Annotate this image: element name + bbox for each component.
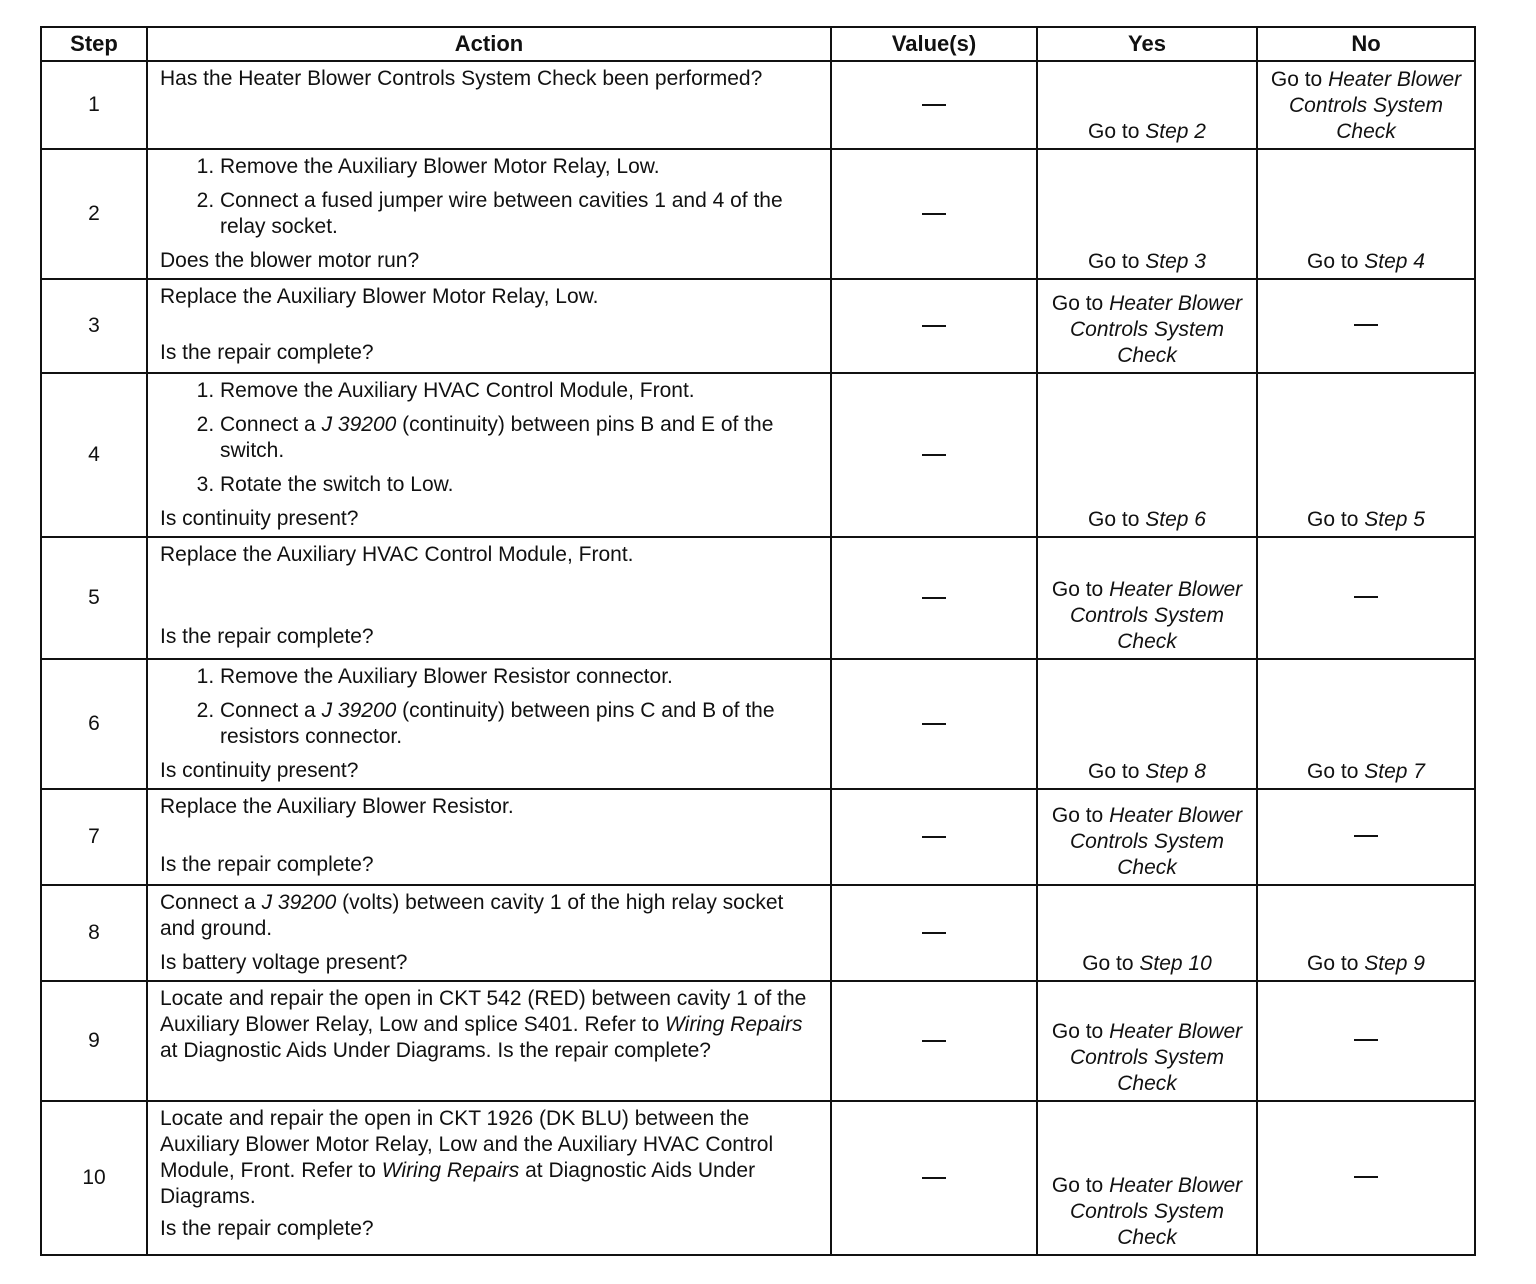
action-text [160,890,820,942]
empty-dash [922,213,946,215]
action-text-part: at Diagnostic Aids Under Diagrams. Is the repair complete? [160,1039,711,1062]
action-cell [147,61,831,149]
yes-target: Heater Blower Controls System Check [1069,1174,1243,1249]
no-cell [1257,885,1475,981]
header-values: Value(s) [831,27,1037,61]
action-question: Is the repair complete? [160,625,374,648]
value-cell [831,149,1037,279]
action-question: Is the repair complete? [160,853,374,876]
step-number: 5 [41,537,147,659]
yes-target: Step 3 [1145,250,1206,273]
no-cell [1257,149,1475,279]
yes-target: Heater Blower Controls System Check [1069,804,1243,879]
empty-dash [1354,835,1378,837]
tool-name: J 39200 [321,413,397,436]
empty-dash [922,723,946,725]
header-row [41,27,1475,61]
no-target: Step 7 [1364,760,1425,783]
yes-target: Step 6 [1145,508,1206,531]
table-row [41,149,1475,279]
action-steps [160,664,820,750]
action-cell [147,885,831,981]
action-text [160,1106,820,1210]
action-cell [147,149,831,279]
yes-cell [1037,373,1257,537]
no-goto: Go to [1307,250,1365,273]
table-row [41,373,1475,537]
value-cell [831,789,1037,885]
no-goto: Go to [1307,952,1365,975]
header-action: Action [147,27,831,61]
yes-cell [1037,279,1257,373]
action-cell [147,373,831,537]
action-question: Is the repair complete? [160,341,374,364]
action-step-item [220,698,820,750]
action-cell [147,789,831,885]
header-no: No [1257,27,1475,61]
step-number: 6 [41,659,147,789]
table-row [41,981,1475,1101]
table-row [41,279,1475,373]
action-text: Has the Heater Blower Controls System Check been performed? [160,67,763,90]
value-cell [831,981,1037,1101]
table-row [41,659,1475,789]
empty-dash [1354,596,1378,598]
yes-cell [1037,537,1257,659]
action-question: Does the blower motor run? [160,249,420,272]
value-cell [831,61,1037,149]
step-number: 9 [41,981,147,1101]
action-text: Replace the Auxiliary Blower Motor Relay, Low. [160,285,599,308]
step-number: 2 [41,149,147,279]
step-number: 1 [41,61,147,149]
empty-dash [1354,1176,1378,1178]
action-text: Replace the Auxiliary Blower Resistor. [160,795,514,818]
empty-dash [922,932,946,934]
step-number: 8 [41,885,147,981]
table-row [41,885,1475,981]
yes-cell [1037,149,1257,279]
no-cell [1257,537,1475,659]
action-cell [147,537,831,659]
yes-goto: Go to [1088,760,1146,783]
empty-dash [922,1040,946,1042]
yes-target: Step 8 [1145,760,1206,783]
value-cell [831,537,1037,659]
action-cell [147,1101,831,1255]
no-target: Step 5 [1364,508,1425,531]
action-text-part: at Diagnostic Aids Under Diagrams. [160,1159,756,1208]
no-goto: Go to [1270,68,1329,91]
yes-cell [1037,1101,1257,1255]
tool-name: J 39200 [321,699,397,722]
action-cell [147,981,831,1101]
yes-goto: Go to [1051,1174,1110,1197]
action-step-item: 1. Remove the Auxiliary HVAC Control Module, Front. [220,378,820,404]
no-target: Step 9 [1364,952,1425,975]
action-text-part: Connect a [160,891,262,914]
yes-cell [1037,789,1257,885]
yes-target: Heater Blower Controls System Check [1069,578,1243,653]
action-text-part: Locate and repair the open in CKT 542 (RED) between cavity 1 of the Auxiliary Blower Relay, Low and splice S401. Refer to [160,987,807,1036]
action-steps [160,378,820,498]
empty-dash [922,454,946,456]
no-cell [1257,789,1475,885]
yes-goto: Go to [1088,120,1146,143]
action-text-part: Locate and repair the open in CKT 1926 (DK BLU) between the Auxiliary Blower Motor Relay, Low and the Auxiliary HVAC Control Module, Front. Refer to [160,1107,774,1182]
action-text: Replace the Auxiliary HVAC Control Module, Front. [160,543,634,566]
yes-target: Step 10 [1139,952,1212,975]
table-row [41,789,1475,885]
no-target: Heater Blower Controls System Check [1288,68,1462,143]
tool-name: J 39200 [261,891,337,914]
action-cell [147,659,831,789]
item-text: Connect a [220,413,322,436]
yes-cell [1037,885,1257,981]
value-cell [831,279,1037,373]
empty-dash [922,104,946,106]
action-cell [147,279,831,373]
header-yes: Yes [1037,27,1257,61]
yes-goto: Go to [1051,578,1110,601]
empty-dash [1354,324,1378,326]
no-cell [1257,279,1475,373]
yes-target: Heater Blower Controls System Check [1069,1020,1243,1095]
value-cell [831,659,1037,789]
action-question: Is continuity present? [160,759,359,782]
step-number: 7 [41,789,147,885]
no-target: Step 4 [1364,250,1425,273]
value-cell [831,885,1037,981]
yes-cell [1037,61,1257,149]
no-cell [1257,1101,1475,1255]
action-step-item [220,412,820,464]
empty-dash [1354,1039,1378,1041]
action-question: Is battery voltage present? [160,951,408,974]
item-text: (continuity) between pins C and B of the resistors connector. [220,699,775,748]
action-step-item: 2. Connect a fused jumper wire between cavities 1 and 4 of the relay socket. [220,188,820,240]
yes-target: Heater Blower Controls System Check [1069,292,1243,367]
no-cell [1257,659,1475,789]
yes-goto: Go to [1082,952,1140,975]
table-row [41,61,1475,149]
value-cell [831,1101,1037,1255]
yes-goto: Go to [1051,1020,1110,1043]
yes-cell [1037,981,1257,1101]
action-step-item: 1. Remove the Auxiliary Blower Resistor connector. [220,664,820,690]
no-cell [1257,373,1475,537]
step-number: 4 [41,373,147,537]
yes-cell [1037,659,1257,789]
yes-goto: Go to [1088,250,1146,273]
step-number: 3 [41,279,147,373]
action-question: Is the repair complete? [160,1217,374,1240]
empty-dash [922,325,946,327]
action-text-part: (volts) between cavity 1 of the high relay socket and ground. [160,891,784,940]
no-cell [1257,61,1475,149]
yes-goto: Go to [1051,292,1110,315]
item-text: (continuity) between pins B and E of the switch. [220,413,774,462]
reference-title: Wiring Repairs [381,1159,520,1182]
empty-dash [922,836,946,838]
yes-goto: Go to [1051,804,1110,827]
action-question: Is continuity present? [160,507,359,530]
empty-dash [922,1177,946,1179]
action-step-item: 1. Remove the Auxiliary Blower Motor Relay, Low. [220,154,820,180]
no-cell [1257,981,1475,1101]
step-number: 10 [41,1101,147,1255]
action-text [160,986,820,1064]
table-row [41,1101,1475,1255]
table-row [41,537,1475,659]
action-steps [160,154,820,240]
item-text: Connect a [220,699,322,722]
action-step-item: 3. Rotate the switch to Low. [220,472,820,498]
no-goto: Go to [1307,760,1365,783]
value-cell [831,373,1037,537]
yes-goto: Go to [1088,508,1146,531]
header-step: Step [41,27,147,61]
yes-target: Step 2 [1145,120,1206,143]
empty-dash [922,597,946,599]
diagnostic-table [40,26,1476,1256]
no-goto: Go to [1307,508,1365,531]
reference-title: Wiring Repairs [665,1013,803,1036]
